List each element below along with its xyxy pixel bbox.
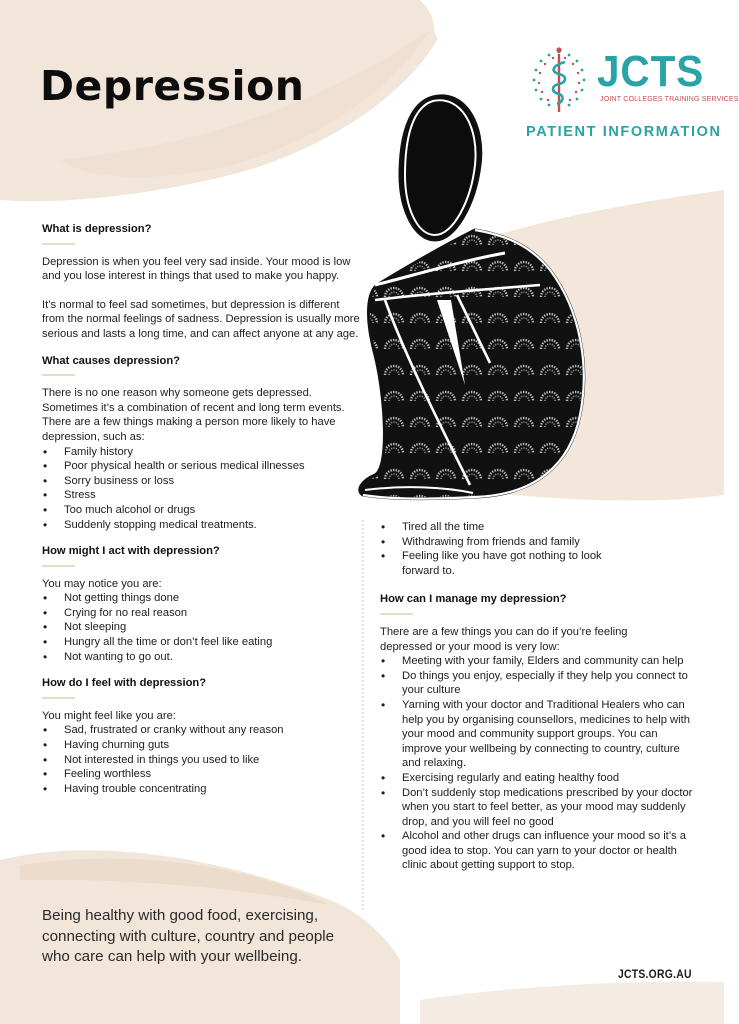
feel-list bbox=[42, 723, 360, 796]
section-heading: How do I feel with depression? bbox=[42, 677, 207, 690]
paragraph: There are a few things you can do if you’re feeling depressed or your mood is very low: bbox=[380, 625, 628, 653]
paragraph: It’s normal to feel sad sometimes, but depression is different from the normal feelings of sadness. Depression is usually more serious and lasts a long time, and can affect anyone at any age. bbox=[42, 298, 360, 340]
list-item: • Poor physical health or serious medical illnesses bbox=[42, 459, 360, 474]
column-divider bbox=[362, 520, 364, 910]
bottom-right-wash bbox=[420, 982, 724, 1024]
list-item: • Feeling worthless bbox=[42, 767, 360, 782]
list-item: • Not wanting to go out. bbox=[42, 650, 360, 665]
section-what-is bbox=[42, 222, 360, 342]
paragraph: You may notice you are: bbox=[42, 577, 162, 590]
list-item: • Yarning with your doctor and Traditional Healers who can help you by organising counsellors, medicines to help with your mood and community support groups. You can improve your wellbeing by connecting to country, culture and relaxing. bbox=[380, 698, 700, 771]
paragraph: There is no one reason why someone gets depressed. Sometimes it’s a combination of recent and long term events. There are a few things making a person more likely to have depression, such as: bbox=[42, 387, 345, 443]
list-item: • Having churning guts bbox=[42, 738, 360, 753]
list-item: • Alcohol and other drugs can influence your mood so it’s a good idea to stop. You can yarn to your doctor or health clinic about getting support to stop. bbox=[380, 829, 700, 873]
logo-wordmark: JCTS bbox=[597, 47, 705, 96]
list-item: • Not sleeping bbox=[42, 620, 360, 635]
list-item: • Feeling like you have got nothing to look forward to. bbox=[380, 549, 612, 578]
feel-list-continued bbox=[380, 520, 700, 578]
section-heading: How can I manage my depression? bbox=[380, 593, 567, 606]
heading-underline bbox=[42, 243, 75, 245]
list-item: • Don’t suddenly stop medications prescribed by your doctor when you start to feel better, as your mood may suddenly drop, and you will feel no good bbox=[380, 786, 700, 830]
website-link[interactable]: JCTS.ORG.AU bbox=[618, 969, 692, 981]
paragraph: You might feel like you are: bbox=[42, 709, 176, 722]
section-causes bbox=[42, 354, 360, 533]
section-act bbox=[42, 544, 360, 664]
list-item: • Too much alcohol or drugs bbox=[42, 503, 360, 518]
section-heading: What causes depression? bbox=[42, 354, 181, 367]
paragraph: Depression is when you feel very sad inside. Your mood is low and you lose interest in things that used to make you happy. bbox=[42, 255, 351, 283]
list-item: • Sorry business or loss bbox=[42, 474, 360, 489]
list-item: • Exercising regularly and eating healthy food bbox=[380, 771, 700, 786]
list-item: • Hungry all the time or don’t feel like eating bbox=[42, 635, 360, 650]
list-item: • Family history bbox=[42, 445, 360, 460]
list-item: • Stress bbox=[42, 488, 360, 503]
list-item: • Sad, frustrated or cranky without any reason bbox=[42, 723, 360, 738]
section-feel bbox=[42, 676, 360, 796]
section-heading: What is depression? bbox=[42, 223, 152, 235]
list-item: • Do things you enjoy, especially if they help you connect to your culture bbox=[380, 669, 700, 698]
rod-of-asclepius-icon bbox=[527, 46, 591, 116]
list-item: • Meeting with your family, Elders and community can help bbox=[380, 654, 700, 669]
list-item: • Tired all the time bbox=[380, 520, 700, 535]
list-item: • Not getting things done bbox=[42, 591, 360, 606]
list-item: • Having trouble concentrating bbox=[42, 782, 360, 797]
heading-underline bbox=[380, 613, 413, 615]
act-list bbox=[42, 591, 360, 664]
heading-underline bbox=[42, 565, 75, 567]
figure-head bbox=[400, 96, 481, 240]
right-column bbox=[380, 520, 700, 885]
left-column bbox=[42, 222, 360, 808]
section-heading: How might I act with depression? bbox=[42, 545, 220, 558]
manage-list bbox=[380, 654, 700, 873]
page-title: Depression bbox=[40, 62, 305, 110]
seated-figure-illustration bbox=[355, 95, 595, 505]
list-item: • Not interested in things you used to like bbox=[42, 753, 360, 768]
list-item: • Suddenly stopping medical treatments. bbox=[42, 518, 360, 533]
logo-subtitle: JOINT COLLEGES TRAINING SERVICES bbox=[600, 96, 739, 103]
causes-list bbox=[42, 445, 360, 533]
list-item: • Crying for no real reason bbox=[42, 606, 360, 621]
heading-underline bbox=[42, 374, 75, 376]
patient-information-label: PATIENT INFORMATION bbox=[526, 124, 722, 140]
heading-underline bbox=[42, 697, 75, 699]
footer-tagline: Being healthy with good food, exercising, connecting with culture, country and people who care can help with your wellbeing. bbox=[42, 907, 335, 965]
section-manage bbox=[380, 592, 700, 873]
list-item: • Withdrawing from friends and family bbox=[380, 535, 700, 550]
section-feel-continued bbox=[380, 520, 700, 578]
